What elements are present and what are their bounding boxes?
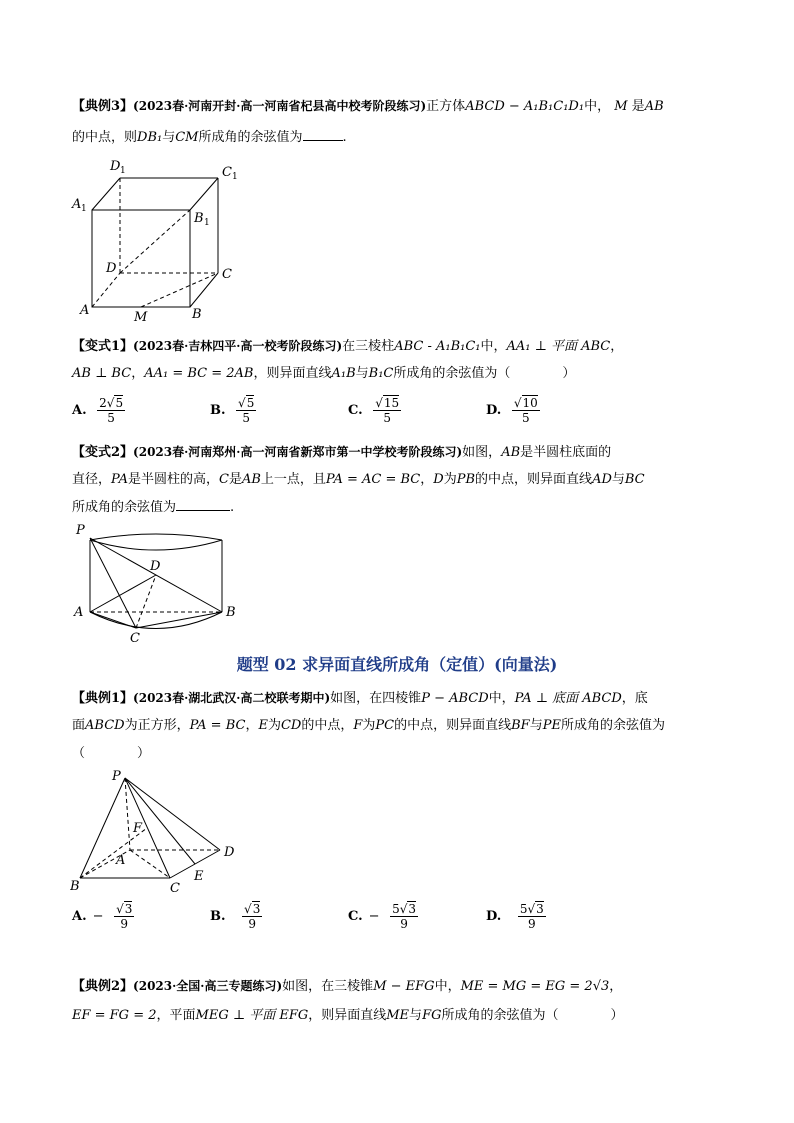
var1-option-b[interactable] bbox=[210, 396, 256, 425]
var2-label-a: A bbox=[74, 605, 84, 620]
ex2-tag: 【典例2】 bbox=[72, 979, 134, 994]
var2-segment-bc: BC bbox=[624, 472, 645, 487]
ex2-text-2c: 与 bbox=[409, 1008, 423, 1023]
section-heading: 题型 02 求异面直线所成角（定值）(向量法) bbox=[236, 655, 558, 674]
ex3-line-1 bbox=[72, 96, 664, 117]
ex3-source: (2023春·河南开封·高一河南省杞县高中校考阶段练习) bbox=[133, 99, 427, 113]
var2-text-2a: 直径， bbox=[72, 472, 112, 487]
var1-option-a-label: A. bbox=[72, 403, 87, 418]
ex1-text-2h: 与 bbox=[529, 718, 543, 733]
ex2-line-2 bbox=[72, 1006, 623, 1026]
ex3-label-b1-sub: 1 bbox=[204, 218, 210, 228]
var1-option-d-radicand: 10 bbox=[522, 396, 538, 410]
var2-segment-ab: AB bbox=[501, 445, 521, 460]
ex1-label-e: E bbox=[194, 869, 204, 884]
var2-tag: 【变式2】 bbox=[72, 445, 134, 460]
var2-text-2e: ， bbox=[420, 472, 434, 487]
ex3-label-a1-sub: 1 bbox=[81, 204, 87, 214]
ex1-line-1 bbox=[72, 688, 648, 709]
ex1-option-b-radicand: 3 bbox=[252, 902, 261, 916]
ex2-text-2b: ，则异面直线 bbox=[308, 1008, 387, 1023]
ex1-option-d-label: D. bbox=[486, 909, 502, 924]
var1-line-2 bbox=[72, 364, 575, 384]
var1-prism: ABC - A₁B₁C₁ bbox=[394, 339, 481, 354]
ex1-option-c-sign: − bbox=[368, 909, 380, 924]
var2-point-d: D bbox=[433, 472, 444, 487]
ex1-line-3 bbox=[72, 744, 150, 764]
ex1-label-b: B bbox=[70, 879, 80, 893]
var1-line-b1c: B₁C bbox=[368, 366, 394, 381]
ex3-line-2 bbox=[72, 128, 347, 148]
ex3-point-m: M bbox=[614, 99, 628, 114]
ex1-option-b-label: B. bbox=[210, 909, 226, 924]
ex3-cube-figure bbox=[70, 150, 250, 325]
var1-text-7: 所成角的余弦值为（ ） bbox=[393, 366, 576, 381]
ex1-option-c-fraction: $\frac{5√3}{9}$ bbox=[392, 902, 417, 931]
ex3-stem-1: 正方体 bbox=[426, 99, 466, 114]
ex1-label-f: F bbox=[133, 821, 143, 836]
var1-text-5: ，则异面直线 bbox=[253, 366, 332, 381]
ex1-segment-pe: PE bbox=[542, 718, 561, 733]
var2-half-cylinder-figure bbox=[70, 520, 240, 645]
ex2-line-1 bbox=[72, 976, 622, 997]
ex1-option-c-label: C. bbox=[348, 909, 363, 924]
ex1-option-d-den: 9 bbox=[528, 917, 536, 931]
var1-cond-2: AB ⊥ BC bbox=[72, 366, 132, 381]
ex3-label-a1: A bbox=[72, 197, 82, 212]
var1-option-d-den: 5 bbox=[522, 411, 530, 425]
var2-answer-blank bbox=[176, 510, 230, 511]
var1-line-1 bbox=[72, 336, 623, 357]
ex1-point-f: F bbox=[353, 718, 363, 733]
ex1-option-a[interactable] bbox=[72, 902, 134, 931]
ex1-option-b-fraction: $\frac{√3}{9}$ bbox=[244, 902, 261, 931]
ex1-label-c: C bbox=[170, 881, 180, 893]
var2-label-b: B bbox=[226, 605, 236, 620]
ex2-text-2a: ，平面 bbox=[156, 1008, 196, 1023]
ex1-option-c[interactable] bbox=[348, 902, 418, 931]
ex1-label-d: D bbox=[224, 845, 235, 860]
ex2-source: (2023·全国·高三专题练习) bbox=[133, 979, 283, 993]
ex1-option-a-radicand: 3 bbox=[124, 902, 133, 916]
var1-cond-3: AA₁ = BC = 2AB bbox=[144, 366, 254, 381]
var1-text-4: ， bbox=[131, 366, 145, 381]
ex1-option-b[interactable] bbox=[210, 902, 262, 931]
ex3-answer-blank bbox=[303, 140, 343, 141]
ex2-text-2d: 所成角的余弦值为（ ） bbox=[441, 1008, 624, 1023]
ex1-option-b-den: 9 bbox=[248, 917, 257, 931]
ex1-text-2e: 的中点， bbox=[301, 718, 354, 733]
ex1-option-d[interactable] bbox=[486, 902, 546, 931]
var2-arc-ab: AB bbox=[241, 472, 261, 487]
var2-end: . bbox=[230, 500, 235, 515]
var2-text-2g: 的中点，则异面直线 bbox=[475, 472, 593, 487]
ex1-text-2b: 为正方形， bbox=[124, 718, 190, 733]
ex3-label-d1-sub: 1 bbox=[120, 166, 126, 176]
ex3-label-m: M bbox=[134, 310, 148, 325]
ex1-pyramid-figure bbox=[70, 768, 240, 893]
var2-label-c: C bbox=[130, 631, 140, 645]
var2-label-p: P bbox=[76, 523, 85, 538]
ex1-text-2a: 面 bbox=[72, 718, 86, 733]
ex1-option-d-coef: 5 bbox=[519, 902, 528, 916]
var2-segment-pb: PB bbox=[456, 472, 476, 487]
ex1-label-p: P bbox=[112, 769, 121, 784]
ex1-line-2 bbox=[72, 716, 665, 736]
ex1-pyramid: P − ABCD bbox=[421, 691, 489, 706]
var1-option-a-fraction: $\frac{2√5}{5}$ bbox=[99, 396, 124, 425]
ex1-text-2i: 所成角的余弦值为 bbox=[560, 718, 665, 733]
ex1-option-d-fraction: $\frac{5√3}{9}$ bbox=[519, 902, 544, 931]
ex1-option-a-den: 9 bbox=[120, 917, 129, 931]
var1-option-a-coef: 2 bbox=[99, 396, 107, 410]
ex1-text-2g: 的中点，则异面直线 bbox=[394, 718, 512, 733]
var1-option-a[interactable] bbox=[72, 396, 125, 425]
var1-tag: 【变式1】 bbox=[72, 339, 134, 354]
ex3-label-d1: D bbox=[110, 159, 121, 174]
var1-option-b-fraction: $\frac{√5}{5}$ bbox=[238, 396, 255, 425]
var2-line-1 bbox=[72, 442, 611, 463]
var2-equation: PA = AC = BC bbox=[325, 472, 421, 487]
var2-line-3 bbox=[72, 498, 234, 518]
ex3-stem-2: 中， bbox=[584, 99, 611, 114]
ex1-text-1: 如图，在四棱锥 bbox=[330, 691, 422, 706]
var1-line-a1b: A₁B bbox=[331, 366, 356, 381]
ex3-text-2a: 的中点，则 bbox=[72, 130, 138, 145]
var2-source: (2023春·河南郑州·高一河南省新郑市第一中学校考阶段练习) bbox=[133, 445, 463, 459]
ex1-option-c-den: 9 bbox=[400, 917, 408, 931]
var2-text-2d: 上一点，且 bbox=[260, 472, 326, 487]
ex3-label-a: A bbox=[80, 303, 90, 318]
var2-text-2: 是半圆柱底面的 bbox=[520, 445, 612, 460]
ex3-label-b: B bbox=[192, 307, 202, 322]
ex3-segment-cm: CM bbox=[175, 130, 199, 145]
ex3-cube-name: ABCD − A₁B₁C₁D₁ bbox=[465, 99, 585, 114]
ex2-segment-me: ME bbox=[386, 1008, 410, 1023]
ex3-text-2c: 所成角的余弦值为 bbox=[198, 130, 303, 145]
ex3-tag: 【典例3】 bbox=[72, 99, 134, 114]
var2-text-2c: 是 bbox=[228, 472, 242, 487]
var1-option-a-radicand: 5 bbox=[115, 396, 124, 410]
ex1-option-a-label: A. bbox=[72, 909, 87, 924]
ex2-pyramid: M − EFG bbox=[373, 979, 435, 994]
ex3-label-c1-sub: 1 bbox=[232, 172, 238, 182]
var2-text-2b: 是半圆柱的高， bbox=[127, 472, 219, 487]
ex1-option-a-fraction: $\frac{√3}{9}$ bbox=[116, 902, 133, 931]
ex3-label-c: C bbox=[222, 267, 232, 282]
ex2-cond-2: EF = FG = 2 bbox=[72, 1008, 157, 1023]
ex2-text-1: 如图，在三棱锥 bbox=[282, 979, 374, 994]
var1-cond-1: AA₁ ⊥ 平面 ABC bbox=[506, 339, 611, 354]
var1-option-c-label: C. bbox=[348, 403, 363, 418]
ex1-text-2d: 为 bbox=[267, 718, 281, 733]
var1-text-3: ， bbox=[610, 339, 624, 354]
ex2-text-2: 中， bbox=[434, 979, 461, 994]
var1-option-a-den: 5 bbox=[107, 411, 115, 425]
var2-point-c: C bbox=[218, 472, 229, 487]
var1-text-1: 在三棱柱 bbox=[342, 339, 395, 354]
ex3-end: . bbox=[342, 130, 347, 145]
ex1-segment-pc: PC bbox=[375, 718, 395, 733]
ex1-cond-1: PA ⊥ 底面 ABCD bbox=[514, 691, 622, 706]
ex1-cond-2: PA = BC bbox=[189, 718, 246, 733]
ex1-text-2c: ， bbox=[245, 718, 259, 733]
ex1-segment-cd: CD bbox=[280, 718, 302, 733]
var1-option-b-den: 5 bbox=[242, 411, 251, 425]
ex1-option-d-radicand: 3 bbox=[536, 902, 544, 916]
ex3-segment-ab: AB bbox=[644, 99, 664, 114]
var2-text-3: 所成角的余弦值为 bbox=[72, 500, 177, 515]
ex3-segment-db1: DB₁ bbox=[137, 130, 163, 145]
ex1-option-c-radicand: 3 bbox=[408, 902, 417, 916]
var1-text-2: 中， bbox=[480, 339, 507, 354]
ex1-label-a: A bbox=[116, 853, 126, 868]
ex2-text-3: ， bbox=[609, 979, 623, 994]
ex2-cond-1: ME = MG = EG = 2√3 bbox=[460, 979, 610, 994]
var1-option-b-label: B. bbox=[210, 403, 226, 418]
var1-option-d-label: D. bbox=[486, 403, 502, 418]
var1-option-c-den: 5 bbox=[383, 411, 391, 425]
ex1-source: (2023春·湖北武汉·高二校联考期中) bbox=[133, 691, 331, 705]
ex1-point-e: E bbox=[258, 718, 268, 733]
ex1-text-3: （ ） bbox=[72, 746, 151, 761]
var1-option-c[interactable] bbox=[348, 396, 401, 425]
var2-text-2f: 为 bbox=[443, 472, 457, 487]
ex1-text-2f: 为 bbox=[362, 718, 376, 733]
var2-text-1: 如图， bbox=[462, 445, 502, 460]
ex2-segment-fg: FG bbox=[422, 1008, 442, 1023]
ex1-tag: 【典例1】 bbox=[72, 691, 134, 706]
ex1-option-c-coef: 5 bbox=[392, 902, 400, 916]
var2-text-2h: 与 bbox=[611, 472, 625, 487]
var1-source: (2023春·吉林四平·高一校考阶段练习) bbox=[133, 339, 343, 353]
ex3-stem-3: 是 bbox=[631, 99, 645, 114]
ex1-base: ABCD bbox=[85, 718, 125, 733]
var1-option-d[interactable] bbox=[486, 396, 540, 425]
var1-option-d-fraction: $\frac{√10}{5}$ bbox=[513, 396, 538, 425]
ex1-option-a-sign: − bbox=[92, 909, 104, 924]
var1-text-6: 与 bbox=[355, 366, 369, 381]
ex3-label-b1: B bbox=[194, 211, 204, 226]
ex3-text-2b: 与 bbox=[162, 130, 176, 145]
ex2-cond-3: MEG ⊥ 平面 EFG bbox=[195, 1008, 309, 1023]
var1-option-c-fraction: $\frac{√15}{5}$ bbox=[375, 396, 400, 425]
var1-option-b-radicand: 5 bbox=[246, 396, 255, 410]
var2-segment-ad: AD bbox=[592, 472, 612, 487]
var1-option-c-radicand: 15 bbox=[383, 396, 400, 410]
ex1-text-2: 中， bbox=[488, 691, 515, 706]
ex1-text-3: ，底 bbox=[621, 691, 648, 706]
ex3-label-d: D bbox=[106, 261, 117, 276]
var2-label-d: D bbox=[150, 559, 161, 574]
var2-line-2 bbox=[72, 470, 645, 490]
var2-segment-pa: PA bbox=[111, 472, 128, 487]
ex1-segment-bf: BF bbox=[511, 718, 530, 733]
ex3-label-c1: C bbox=[222, 165, 232, 180]
